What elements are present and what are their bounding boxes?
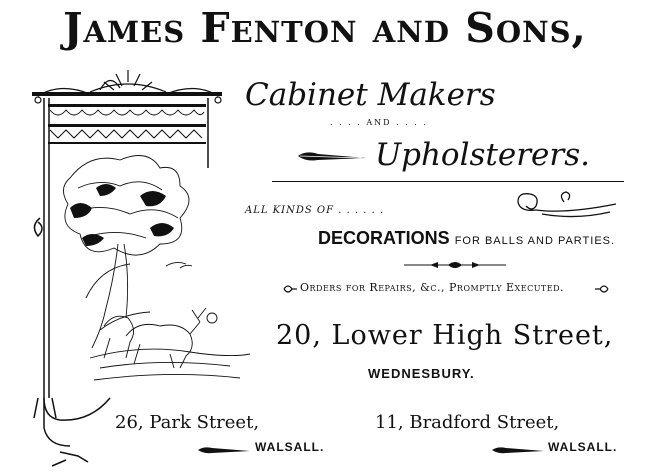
orders-right-flourish-icon	[594, 283, 610, 295]
main-street-address: 20, Lower High Street,	[276, 320, 614, 351]
decorations-label: DECORATIONS	[318, 228, 450, 248]
branch-1-street: 26, Park Street,	[115, 412, 260, 433]
branch-1-town: WALSALL.	[255, 440, 325, 454]
branch-1-pen-flourish-icon	[196, 444, 252, 456]
branch-2-town: WALSALL.	[548, 440, 618, 454]
main-town: WEDNESBURY.	[368, 366, 475, 381]
decorations-note: FOR BALLS AND PARTIES.	[454, 235, 616, 247]
pen-flourish-icon	[296, 148, 368, 164]
section-rule	[272, 181, 624, 182]
divider-ornament-icon	[400, 259, 510, 271]
branch-2-street: 11, Bradford Street,	[375, 412, 560, 433]
firm-name: James Fenton and Sons,	[63, 4, 587, 52]
scroll-flourish-icon	[506, 188, 622, 228]
decorations-line	[318, 228, 615, 249]
branch-2-pen-flourish-icon	[490, 444, 546, 456]
trade-cabinet-makers: Cabinet Makers	[245, 77, 496, 113]
trade-connector: . . . . AND . . . .	[330, 118, 428, 127]
ornamental-frame-icon	[30, 68, 250, 468]
orders-text: Orders for Repairs, &c., Promptly Executed.	[300, 281, 565, 294]
orders-left-flourish-icon	[282, 283, 298, 295]
all-kinds-text: ALL KINDS OF . . . . . .	[245, 205, 385, 216]
trade-upholsterers: Upholsterers.	[375, 137, 590, 173]
